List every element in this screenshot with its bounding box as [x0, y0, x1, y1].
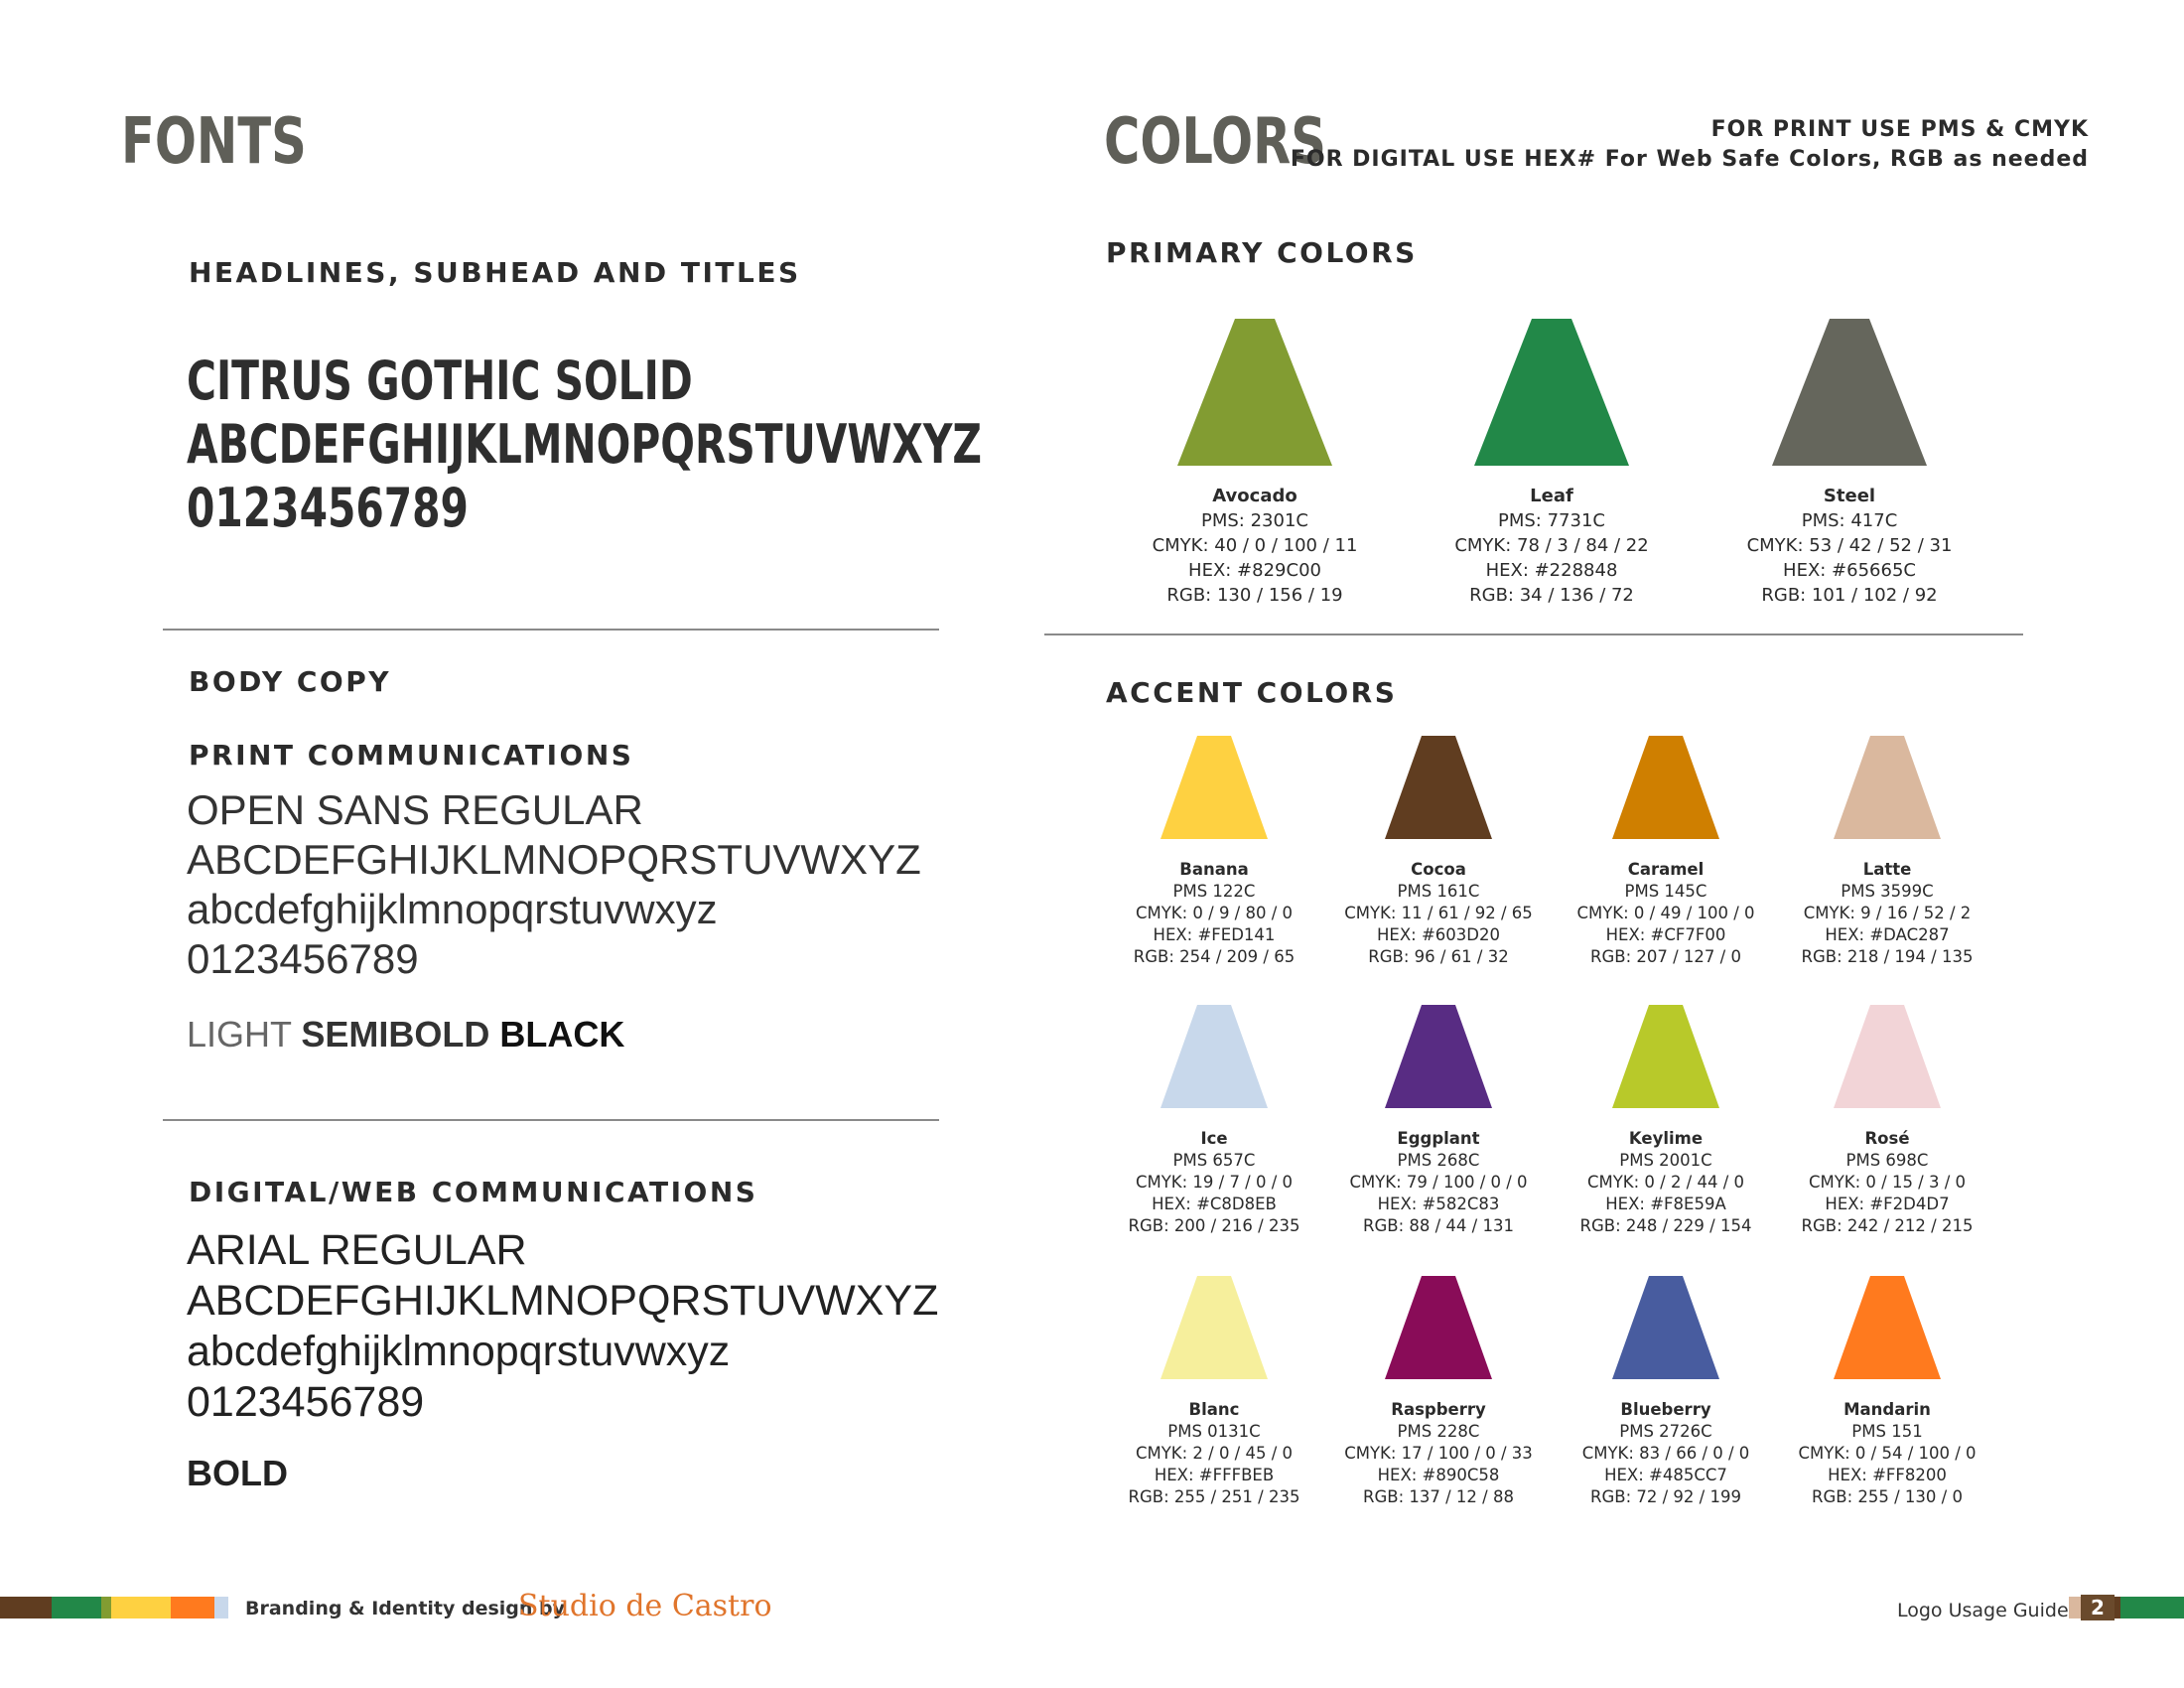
swatch-name: Cocoa — [1411, 860, 1466, 879]
swatch-info — [1106, 484, 1404, 608]
swatch-shape — [1385, 1276, 1492, 1379]
swatch-hex: HEX: #890C58 — [1377, 1466, 1500, 1484]
open-sans-sample — [187, 785, 921, 984]
swatch-fill — [1177, 319, 1332, 466]
stripe-segment — [101, 1597, 111, 1618]
swatch-hex: HEX: #FED141 — [1153, 925, 1276, 944]
divider-2 — [163, 1119, 939, 1121]
swatch-name: Mandarin — [1843, 1400, 1931, 1419]
swatch-info — [1554, 1128, 1778, 1237]
swatch-hex: HEX: #FFFBEB — [1154, 1466, 1275, 1484]
swatch-info — [1326, 1128, 1551, 1237]
swatch-rgb: RGB: 218 / 194 / 135 — [1801, 947, 1974, 966]
swatch-name: Ice — [1200, 1129, 1228, 1148]
swatch-rgb: RGB: 242 / 212 / 215 — [1801, 1216, 1974, 1235]
swatch-latte — [1775, 736, 1999, 968]
page-number: 2 — [2081, 1595, 2115, 1620]
swatch-cmyk: CMYK: 17 / 100 / 0 / 33 — [1344, 1444, 1533, 1463]
weight-semibold: SEMIBOLD — [301, 1014, 490, 1055]
swatch-name: Caramel — [1627, 860, 1705, 879]
swatch-name: Blueberry — [1620, 1400, 1711, 1419]
swatch-pms: PMS: 7731C — [1498, 510, 1605, 531]
swatch-fill — [1834, 1276, 1941, 1379]
citrus-sample — [187, 350, 1134, 540]
swatch-info — [1775, 1128, 1999, 1237]
stripe-segment — [171, 1597, 214, 1618]
swatch-rgb: RGB: 207 / 127 / 0 — [1590, 947, 1741, 966]
swatch-cmyk: CMYK: 9 / 16 / 52 / 2 — [1803, 904, 1972, 922]
swatch-shape — [1160, 1276, 1268, 1379]
design-credit: Branding & Identity design by — [245, 1598, 566, 1619]
swatch-name: Raspberry — [1391, 1400, 1486, 1419]
swatch-shape — [1474, 319, 1629, 466]
swatch-pms: PMS 3599C — [1841, 882, 1934, 901]
arial-sample — [187, 1225, 938, 1428]
swatch-name: Steel — [1823, 486, 1876, 506]
divider-3 — [1044, 633, 2023, 635]
swatch-shape — [1385, 736, 1492, 839]
swatch-rgb: RGB: 96 / 61 / 32 — [1368, 947, 1509, 966]
swatch-cmyk: CMYK: 53 / 42 / 52 / 31 — [1746, 535, 1953, 556]
swatch-pms: PMS 122C — [1172, 882, 1256, 901]
citrus-name: CITRUS GOTHIC SOLID — [187, 350, 693, 412]
swatch-fill — [1834, 1005, 1941, 1108]
studio-logo: Studio de Castro — [518, 1589, 772, 1623]
swatch-cmyk: CMYK: 0 / 54 / 100 / 0 — [1798, 1444, 1977, 1463]
swatch-caramel — [1554, 736, 1778, 968]
swatch-shape — [1160, 1005, 1268, 1108]
open-sans-uppercase: ABCDEFGHIJKLMNOPQRSTUVWXYZ — [187, 836, 921, 883]
swatch-name: Leaf — [1530, 486, 1573, 506]
swatch-pms: PMS 2726C — [1619, 1422, 1712, 1441]
stripe-segment — [111, 1597, 171, 1618]
swatch-shape — [1177, 319, 1332, 466]
swatch-name: Rosé — [1864, 1129, 1910, 1148]
swatch-blueberry — [1554, 1276, 1778, 1508]
swatch-cmyk: CMYK: 0 / 15 / 3 / 0 — [1808, 1173, 1967, 1192]
swatch-hex: HEX: #603D20 — [1377, 925, 1500, 944]
swatch-cmyk: CMYK: 78 / 3 / 84 / 22 — [1454, 535, 1649, 556]
swatch-hex: HEX: #C8D8EB — [1152, 1195, 1277, 1213]
open-sans-numerals: 0123456789 — [187, 935, 419, 982]
guide-title: Logo Usage Guide — [1897, 1600, 2069, 1621]
arial-name: ARIAL REGULAR — [187, 1226, 527, 1274]
swatch-hex: HEX: #F8E59A — [1605, 1195, 1726, 1213]
swatch-pms: PMS 151 — [1851, 1422, 1923, 1441]
usage-print: FOR PRINT USE PMS & CMYK — [1710, 117, 2089, 142]
swatch-hex: HEX: #829C00 — [1188, 560, 1321, 581]
swatch-ice — [1102, 1005, 1326, 1237]
stripe-segment — [52, 1597, 101, 1618]
divider-1 — [163, 629, 939, 631]
headlines-label: HEADLINES, SUBHEAD AND TITLES — [189, 256, 801, 289]
swatch-hex: HEX: #228848 — [1485, 560, 1618, 581]
swatch-hex: HEX: #F2D4D7 — [1825, 1195, 1950, 1213]
weight-black: BLACK — [499, 1014, 625, 1055]
swatch-fill — [1160, 1276, 1268, 1379]
usage-digital: FOR DIGITAL USE HEX# For Web Safe Colors, RGB as needed — [1290, 147, 2089, 172]
swatch-rgb: RGB: 130 / 156 / 19 — [1166, 585, 1343, 606]
citrus-uppercase: ABCDEFGHIJKLMNOPQRSTUVWXYZ — [187, 413, 982, 476]
swatch-eggplant — [1326, 1005, 1551, 1237]
weight-samples — [187, 1010, 624, 1059]
swatch-shape — [1612, 1276, 1719, 1379]
swatch-pms: PMS 268C — [1397, 1151, 1480, 1170]
swatch-info — [1701, 484, 1998, 608]
swatch-info — [1102, 1399, 1326, 1508]
citrus-numerals: 0123456789 — [187, 477, 469, 539]
swatch-hex: HEX: #DAC287 — [1825, 925, 1950, 944]
swatch-info — [1326, 859, 1551, 968]
stripe-segment — [2069, 1597, 2081, 1618]
open-sans-lowercase: abcdefghijklmnopqrstuvwxyz — [187, 886, 718, 932]
swatch-fill — [1385, 1005, 1492, 1108]
fonts-title: FONTS — [121, 105, 307, 179]
swatch-pms: PMS 161C — [1397, 882, 1480, 901]
swatch-info — [1554, 1399, 1778, 1508]
swatch-rgb: RGB: 72 / 92 / 199 — [1590, 1487, 1741, 1506]
swatch-cmyk: CMYK: 19 / 7 / 0 / 0 — [1135, 1173, 1294, 1192]
swatch-raspberry — [1326, 1276, 1551, 1508]
swatch-name: Avocado — [1212, 486, 1297, 506]
swatch-cmyk: CMYK: 11 / 61 / 92 / 65 — [1344, 904, 1533, 922]
swatch-name: Banana — [1179, 860, 1249, 879]
swatch-banana — [1102, 736, 1326, 968]
swatch-steel — [1701, 319, 1998, 608]
digital-label: DIGITAL/WEB COMMUNICATIONS — [189, 1176, 758, 1208]
swatch-rgb: RGB: 255 / 130 / 0 — [1812, 1487, 1963, 1506]
color-stripe-left — [0, 1597, 228, 1618]
swatch-info — [1775, 859, 1999, 968]
swatch-fill — [1160, 1005, 1268, 1108]
swatch-cmyk: CMYK: 0 / 9 / 80 / 0 — [1135, 904, 1294, 922]
swatch-info — [1102, 859, 1326, 968]
swatch-fill — [1474, 319, 1629, 466]
swatch-hex: HEX: #485CC7 — [1604, 1466, 1727, 1484]
swatch-shape — [1834, 1005, 1941, 1108]
swatch-rgb: RGB: 200 / 216 / 235 — [1128, 1216, 1300, 1235]
swatch-rgb: RGB: 34 / 136 / 72 — [1469, 585, 1634, 606]
swatch-name: Blanc — [1188, 1400, 1240, 1419]
swatch-rgb: RGB: 101 / 102 / 92 — [1761, 585, 1938, 606]
swatch-pms: PMS: 417C — [1801, 510, 1898, 531]
colors-title: COLORS — [1104, 105, 1326, 179]
swatch-name: Latte — [1862, 860, 1912, 879]
swatch-name: Eggplant — [1397, 1129, 1480, 1148]
swatch-info — [1554, 859, 1778, 968]
swatch-mandarin — [1775, 1276, 1999, 1508]
swatch-shape — [1834, 736, 1941, 839]
swatch-hex: HEX: #65665C — [1783, 560, 1916, 581]
swatch-blanc — [1102, 1276, 1326, 1508]
swatch-shape — [1160, 736, 1268, 839]
swatch-cmyk: CMYK: 0 / 2 / 44 / 0 — [1586, 1173, 1745, 1192]
swatch-shape — [1612, 736, 1719, 839]
swatch-shape — [1385, 1005, 1492, 1108]
swatch-cmyk: CMYK: 40 / 0 / 100 / 11 — [1152, 535, 1358, 556]
swatch-cmyk: CMYK: 79 / 100 / 0 / 0 — [1349, 1173, 1528, 1192]
arial-numerals: 0123456789 — [187, 1378, 425, 1426]
swatch-rgb: RGB: 254 / 209 / 65 — [1133, 947, 1296, 966]
swatch-shape — [1834, 1276, 1941, 1379]
body-copy-label: BODY COPY — [189, 665, 392, 698]
open-sans-name: OPEN SANS REGULAR — [187, 786, 643, 833]
swatch-cmyk: CMYK: 83 / 66 / 0 / 0 — [1581, 1444, 1750, 1463]
arial-uppercase: ABCDEFGHIJKLMNOPQRSTUVWXYZ — [187, 1277, 939, 1325]
swatch-shape — [1772, 319, 1927, 466]
swatch-rgb: RGB: 248 / 229 / 154 — [1579, 1216, 1752, 1235]
swatch-fill — [1612, 1005, 1719, 1108]
stripe-segment — [2120, 1597, 2184, 1618]
swatch-ros — [1775, 1005, 1999, 1237]
swatch-pms: PMS 657C — [1172, 1151, 1256, 1170]
swatch-keylime — [1554, 1005, 1778, 1237]
swatch-fill — [1160, 736, 1268, 839]
swatch-fill — [1385, 736, 1492, 839]
swatch-pms: PMS 2001C — [1619, 1151, 1712, 1170]
swatch-info — [1326, 1399, 1551, 1508]
stripe-segment — [214, 1597, 228, 1618]
swatch-pms: PMS 145C — [1624, 882, 1707, 901]
swatch-info — [1403, 484, 1701, 608]
swatch-name: Keylime — [1628, 1129, 1704, 1148]
arial-lowercase: abcdefghijklmnopqrstuvwxyz — [187, 1328, 731, 1375]
swatch-fill — [1834, 736, 1941, 839]
swatch-info — [1775, 1399, 1999, 1508]
swatch-fill — [1612, 736, 1719, 839]
swatch-cocoa — [1326, 736, 1551, 968]
print-label: PRINT COMMUNICATIONS — [189, 739, 634, 772]
primary-colors-label: PRIMARY COLORS — [1106, 236, 1418, 269]
swatch-cmyk: CMYK: 0 / 49 / 100 / 0 — [1576, 904, 1755, 922]
swatch-hex: HEX: #FF8200 — [1828, 1466, 1947, 1484]
usage-note — [1195, 115, 2089, 175]
swatch-avocado — [1106, 319, 1404, 608]
swatch-fill — [1772, 319, 1927, 466]
stripe-segment — [0, 1597, 52, 1618]
swatch-pms: PMS: 2301C — [1201, 510, 1308, 531]
swatch-leaf — [1403, 319, 1701, 608]
swatch-fill — [1612, 1276, 1719, 1379]
weight-light: LIGHT — [187, 1014, 292, 1055]
swatch-pms: PMS 698C — [1845, 1151, 1929, 1170]
swatch-hex: HEX: #CF7F00 — [1605, 925, 1726, 944]
swatch-pms: PMS 0131C — [1167, 1422, 1261, 1441]
bold-label: BOLD — [187, 1453, 288, 1493]
swatch-shape — [1612, 1005, 1719, 1108]
swatch-rgb: RGB: 255 / 251 / 235 — [1128, 1487, 1300, 1506]
swatch-rgb: RGB: 88 / 44 / 131 — [1363, 1216, 1514, 1235]
swatch-info — [1102, 1128, 1326, 1237]
accent-colors-label: ACCENT COLORS — [1106, 676, 1398, 709]
swatch-hex: HEX: #582C83 — [1377, 1195, 1500, 1213]
swatch-fill — [1385, 1276, 1492, 1379]
swatch-cmyk: CMYK: 2 / 0 / 45 / 0 — [1135, 1444, 1294, 1463]
swatch-pms: PMS 228C — [1397, 1422, 1480, 1441]
swatch-rgb: RGB: 137 / 12 / 88 — [1363, 1487, 1514, 1506]
